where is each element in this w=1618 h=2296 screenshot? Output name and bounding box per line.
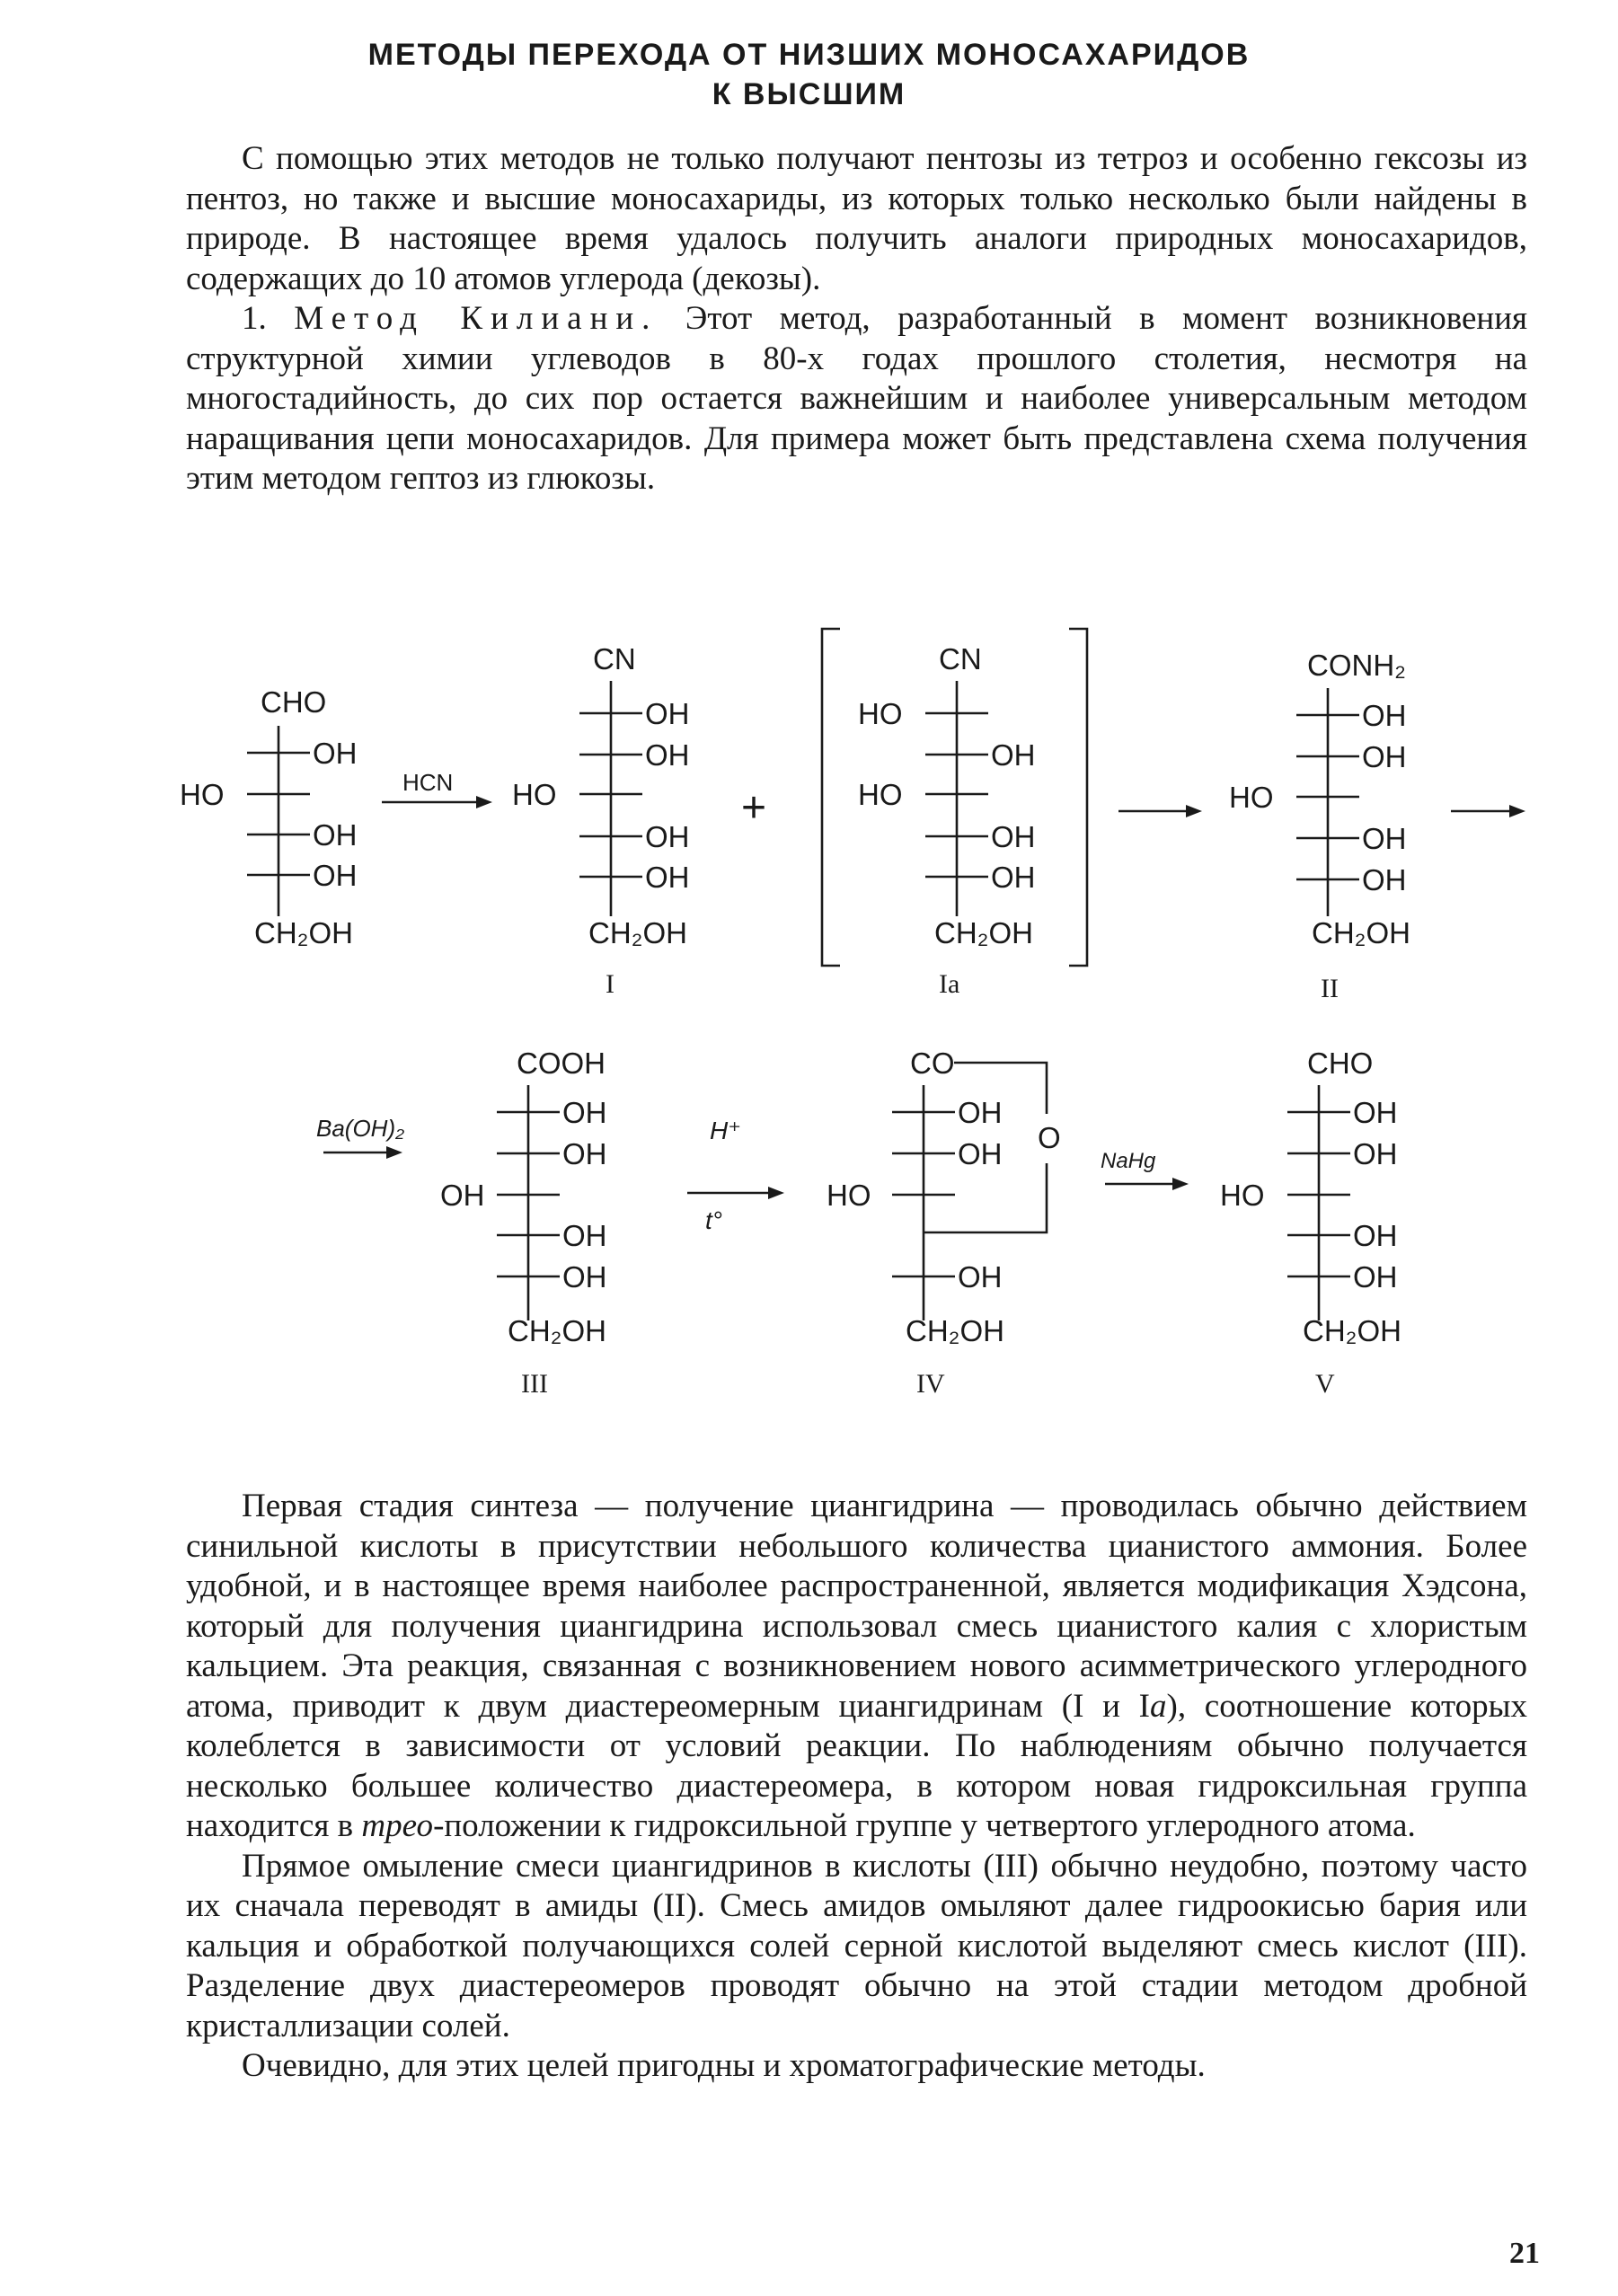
glucose-oh-3: OH [313, 818, 358, 852]
lactone-IV-oh-2: OH [958, 1137, 1003, 1170]
kiliani-text: Этот метод, разработанный в момент возникновения структурной химии углеводов в 80-х годах прошлого столетия, несмотря на многостадийность, до сих пор остается важнейшим и наиболее универсальным методом наращивания цепи моносахаридов. Для примера может быть представлена схема получения этим методом гептоз из глюкозы. [186, 300, 1528, 497]
kiliani-method-name: Метод Килиани. [294, 300, 659, 337]
glucose-oh-1: OH [313, 737, 358, 770]
h-plus-reagent: H⁺ [710, 1117, 741, 1144]
amide-II-oh-5: OH [1362, 863, 1407, 896]
cn-Ia-ho-1: HO [858, 697, 903, 730]
body-block [186, 1487, 1527, 2087]
aldose-V-label: V [1315, 1369, 1335, 1399]
acid-III [440, 1046, 607, 1399]
aldose-V-ho-3: HO [1220, 1179, 1265, 1212]
paragraph-chromatography: Очевидно, для этих целей пригодны и хроматографические методы. [242, 2047, 1206, 2084]
cn-I-oh-2: OH [645, 738, 690, 772]
baoh-reagent: Ba(OH)₂ [316, 1115, 405, 1142]
aldose-V-oh-4: OH [1353, 1219, 1398, 1252]
aldose-V-oh-2: OH [1353, 1137, 1398, 1170]
amide-II-ho-3: HO [1229, 781, 1274, 814]
acid-III-label: III [521, 1369, 548, 1399]
glucose-top: CHO [261, 685, 327, 719]
cyanohydrin-Ia [858, 642, 1036, 999]
page-number: 21 [1509, 2237, 1540, 2270]
acid-III-oh-4: OH [562, 1219, 607, 1252]
lactone-IV-ring-o: O [1038, 1121, 1061, 1154]
heat-reagent: t° [705, 1206, 722, 1234]
amide-II-bottom: CH₂OH [1312, 916, 1410, 949]
cn-I-oh-4: OH [645, 820, 690, 853]
amide-II-oh-2: OH [1362, 740, 1407, 773]
cn-Ia-oh-5: OH [991, 861, 1036, 894]
para1-part-3: -положении к гидроксильной группе у четвертого углеродного атома. [433, 1807, 1416, 1844]
glucose-structure [180, 685, 358, 949]
kiliani-number: 1. [242, 300, 267, 337]
glucose-ho-2: HO [180, 778, 225, 811]
amide-II-oh-1: OH [1362, 699, 1407, 732]
acid-heat-arrow [687, 1117, 784, 1234]
cn-I-label: I [606, 969, 614, 999]
lactone-IV-oh-1: OH [958, 1096, 1003, 1129]
lactone-IV-top: CO [910, 1046, 955, 1080]
right-bracket [1069, 629, 1087, 966]
hcn-arrow [382, 769, 492, 808]
arrow-to-amide [1118, 805, 1202, 817]
paragraph-saponification: Прямое омыление смеси циангидринов в кислоты (III) обычно неудобно, поэтому часто их сначала переводят в амиды (II). Смесь амидов омыляют далее гидроокисью бария или кальция и обработкой получающихся солей серной кислотой выделяют смесь кислот (III). Разделение двух диастереомеров проводят обычно на этой стадии методом дробной кристаллизации солей. [186, 1847, 1527, 2044]
amide-II-label: II [1321, 974, 1339, 1003]
acid-III-oh-1: OH [562, 1096, 607, 1129]
nahg-arrow [1101, 1149, 1189, 1190]
heading-line-1: МЕТОДЫ ПЕРЕХОДА ОТ НИЗШИХ МОНОСАХАРИДОВ [367, 38, 1251, 72]
para1-italic-a: a [1150, 1687, 1167, 1725]
cn-I-oh-1: OH [645, 697, 690, 730]
left-bracket [822, 629, 840, 966]
para1-italic-treo: трео [361, 1807, 434, 1844]
heading-line-2: К ВЫСШИМ [712, 77, 906, 111]
cn-I-oh-5: OH [645, 861, 690, 894]
cn-I-ho-3: HO [512, 778, 557, 811]
lactone-IV-ho-3: HO [827, 1179, 871, 1212]
aldose-V-bottom: CH₂OH [1303, 1314, 1401, 1347]
glucose-oh-4: OH [313, 859, 358, 892]
cn-Ia-label: Ia [939, 969, 960, 999]
acid-III-oh-2: OH [562, 1137, 607, 1170]
continuation-arrow-1 [1451, 805, 1525, 817]
lactone-IV-oh-4: OH [958, 1260, 1003, 1294]
nahg-reagent: NaHg [1101, 1149, 1156, 1173]
glucose-bottom: CH₂OH [254, 916, 353, 949]
acid-III-oh-3: OH [440, 1179, 485, 1212]
acid-III-bottom: CH₂OH [508, 1314, 606, 1347]
cn-I-top: CN [593, 642, 636, 676]
lactone-IV-label: IV [916, 1369, 945, 1399]
amide-II-top: CONH₂ [1307, 649, 1406, 682]
cn-I-bottom: CH₂OH [588, 916, 687, 949]
aldose-V [1220, 1046, 1401, 1399]
para1-part-2: ), соотношение которых колеблется в зависимости от условий реакции. По наблюдениям обычно получается несколько большее количество диастереомера, в котором новая гидроксильная группа находится в [186, 1687, 1527, 1844]
amide-II [1229, 649, 1410, 1003]
cyanohydrin-I [512, 642, 690, 999]
cn-Ia-bottom: CH₂OH [934, 916, 1033, 949]
amide-II-oh-4: OH [1362, 822, 1407, 855]
acid-III-top: COOH [517, 1046, 606, 1080]
intro-paragraph: С помощью этих методов не только получают пентозы из тетроз и особенно гексозы из пентоз, но также и высшие моносахариды, из которых только несколько были найдены в природе. В настоящее время удалось получить аналоги природных моносахаридов, содержащих до 10 атомов углерода (декозы). [186, 140, 1527, 297]
para1-part-1: Первая стадия синтеза — получение циангидрина — проводилась обычно действием синильной кислоты в присутствии небольшого количества цианистого аммония. Более удобной, и в настоящее время наиболее распространенной, является модификация Хэдсона, который для получения циангидрина использовал смесь цианистого калия с хлористым кальцием. Эта реакция, связанная с возникновением нового асимметрического углеродного атома, приводит к двум диастереомерным циангидринам (I и I [186, 1488, 1527, 1725]
cn-Ia-oh-2: OH [991, 738, 1036, 772]
lactone-IV [827, 1046, 1061, 1399]
aldose-V-oh-5: OH [1353, 1260, 1398, 1294]
cn-Ia-oh-4: OH [991, 820, 1036, 853]
aldose-V-top: CHO [1307, 1046, 1374, 1080]
paragraph-cyanohydrin [186, 1487, 1527, 1847]
cn-Ia-top: CN [939, 642, 982, 676]
baoh-arrow [316, 1115, 404, 1159]
plus-sign: + [741, 784, 767, 832]
acid-III-oh-5: OH [562, 1260, 607, 1294]
cn-Ia-ho-3: HO [858, 778, 903, 811]
aldose-V-oh-1: OH [1353, 1096, 1398, 1129]
lactone-IV-bottom: CH₂OH [906, 1314, 1004, 1347]
hcn-reagent: HCN [402, 769, 454, 796]
